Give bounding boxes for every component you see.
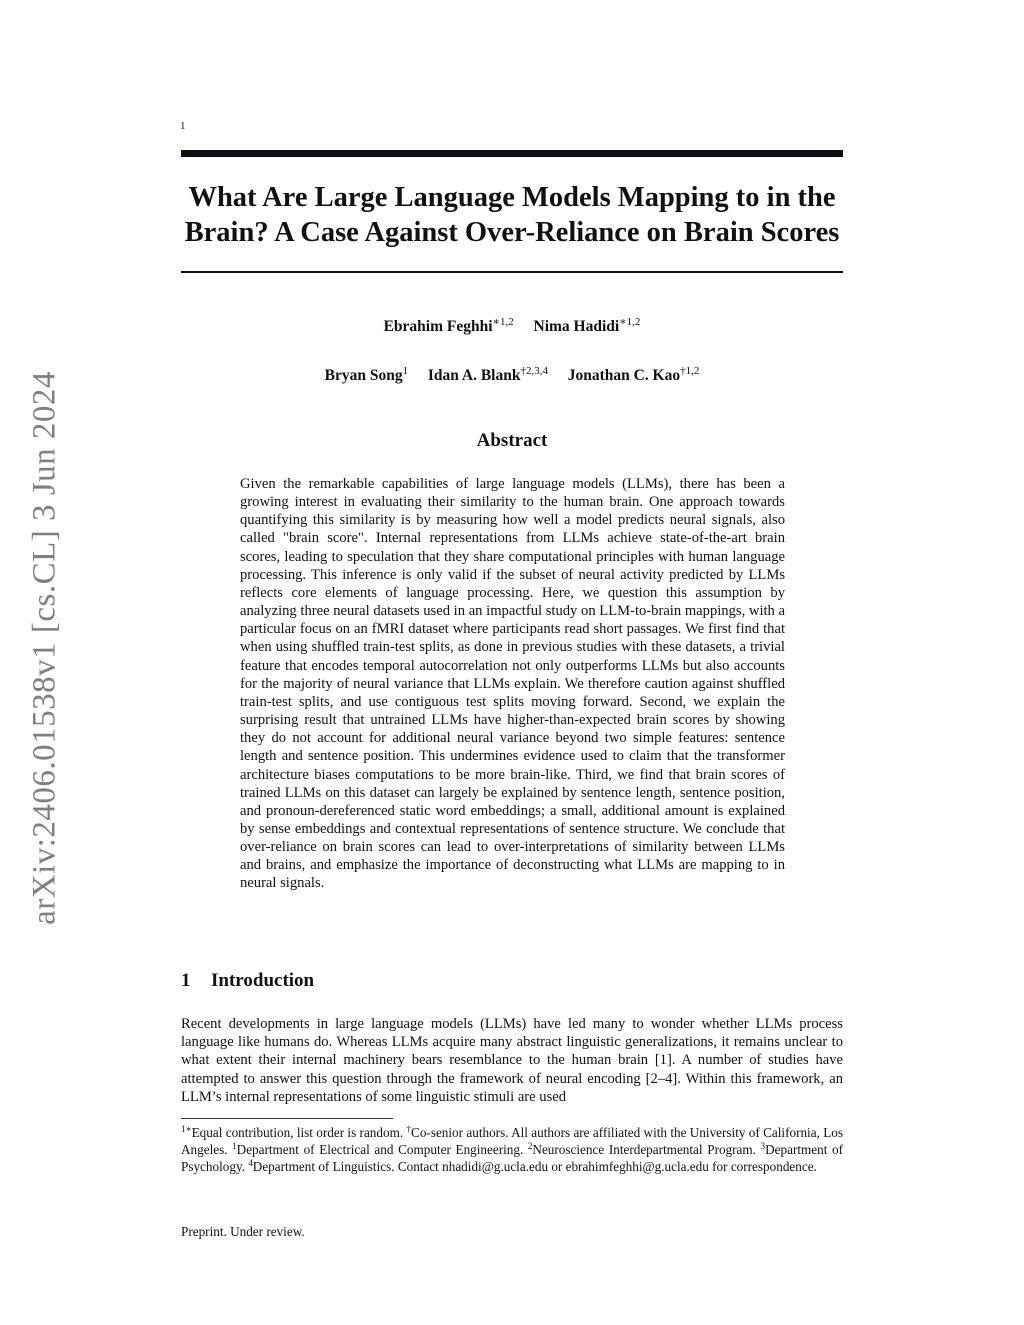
preprint-notice: Preprint. Under review. xyxy=(181,1224,305,1239)
footnote-divider xyxy=(181,1118,393,1119)
footnote-text: Neuroscience Interdepartmental Program. xyxy=(532,1142,761,1157)
author-list-row-2 xyxy=(181,367,843,385)
section-heading-introduction xyxy=(181,970,314,992)
author-affiliation: †2,3,4 xyxy=(520,365,548,377)
footnote xyxy=(181,1124,843,1175)
footnote-text: Co-senior authors. All authors are affiliated with the University of California, Los Angeles. xyxy=(181,1125,843,1157)
footnote-text: Equal contribution, list order is random. xyxy=(191,1125,407,1140)
footnote-text: Department of Psychology. xyxy=(181,1142,844,1174)
section-title: Introduction xyxy=(211,970,315,991)
title-bottom-rule xyxy=(181,271,843,273)
footnote-marker: 4 xyxy=(248,1158,253,1168)
footnote-marker: 1∗ xyxy=(181,1124,192,1134)
author-affiliation: ∗1,2 xyxy=(492,316,514,328)
footnote-text: Department of Electrical and Computer Engineering. xyxy=(236,1142,528,1157)
footnote-marker: † xyxy=(406,1124,412,1134)
author-name: Jonathan C. Kao xyxy=(567,367,681,384)
author-affiliation: 1 xyxy=(402,365,409,377)
author-name: Bryan Song xyxy=(324,367,403,384)
footnote-marker: 3 xyxy=(760,1141,766,1151)
paper-title: What Are Large Language Models Mapping to in the Brain? A Case Against Over-Reliance on Brain Scores xyxy=(184,182,840,248)
author-list-row-1 xyxy=(181,318,843,336)
page-number: 1 xyxy=(180,120,186,132)
author-affiliation: †1,2 xyxy=(680,365,700,377)
footnote-text: Department of Linguistics. Contact nhadidi@g.ucla.edu or ebrahimfeghhi@g.ucla.edu for correspondence. xyxy=(252,1159,817,1174)
abstract-body: Given the remarkable capabilities of large language models (LLMs), there has been a growing interest in evaluating their similarity to the human brain. One approach towards quantifying this similarity is by measuring how well a model predicts neural signals, also called "brain score". Internal representations from LLMs achieve state-of-the-art brain scores, leading to speculation that they share computational principles with human language processing. This inference is only valid if the subset of neural activity predicted by LLMs reflects core elements of language processing. Here, we question this assumption by analyzing three neural datasets used in an impactful study on LLM-to-brain mappings, with a particular focus on an fMRI dataset where participants read short passages. We first find that when using shuffled train-test splits, as done in previous studies with these datasets, a trivial feature that encodes temporal autocorrelation not only outperforms LLMs but also accounts for the majority of neural variance that LLMs explain. We therefore caution against shuffled train-test splits, and use contiguous test splits moving forward. Second, we explain the surprising result that untrained LLMs have higher-than-expected brain scores by showing they do not account for additional neural variance beyond two simple features: sentence length and sentence position. This undermines evidence used to claim that the transformer architecture biases computations to be more brain-like. Third, we find that brain scores of trained LLMs on this dataset can largely be explained by sentence length, sentence position, and pronoun-dereferenced static word embeddings; a small, additional amount is explained by sense embeddings and contextual representations of sentence structure. We conclude that over-reliance on brain scores can lead to over-interpretations of similarity between LLMs and brains, and emphasize the importance of deconstructing what LLMs are mapping to in neural signals. xyxy=(240,476,785,892)
arxiv-identifier-stamp: arXiv:2406.01538v1 [cs.CL] 3 Jun 2024 xyxy=(26,371,63,925)
introduction-body: Recent developments in large language models (LLMs) have led many to wonder whether LLMs process language like humans do. Whereas LLMs acquire many abstract linguistic generalizations, it remains unclear to what extent their internal machinery bears resemblance to the human brain [1]. A number of studies have attempted to answer this question through the framework of neural encoding [2–4]. Within this framework, an LLM’s internal representations of some linguistic stimuli are used xyxy=(181,1016,843,1105)
author-affiliation: ∗1,2 xyxy=(619,316,641,328)
footnote-marker: 1 xyxy=(232,1141,237,1151)
footnote-marker: 2 xyxy=(527,1141,533,1151)
section-number: 1 xyxy=(181,970,191,991)
author-name: Nima Hadidi xyxy=(533,318,620,335)
abstract-heading: Abstract xyxy=(476,430,548,451)
author-name: Ebrahim Feghhi xyxy=(383,318,493,335)
title-top-rule xyxy=(181,150,843,157)
author-name: Idan A. Blank xyxy=(427,367,521,384)
